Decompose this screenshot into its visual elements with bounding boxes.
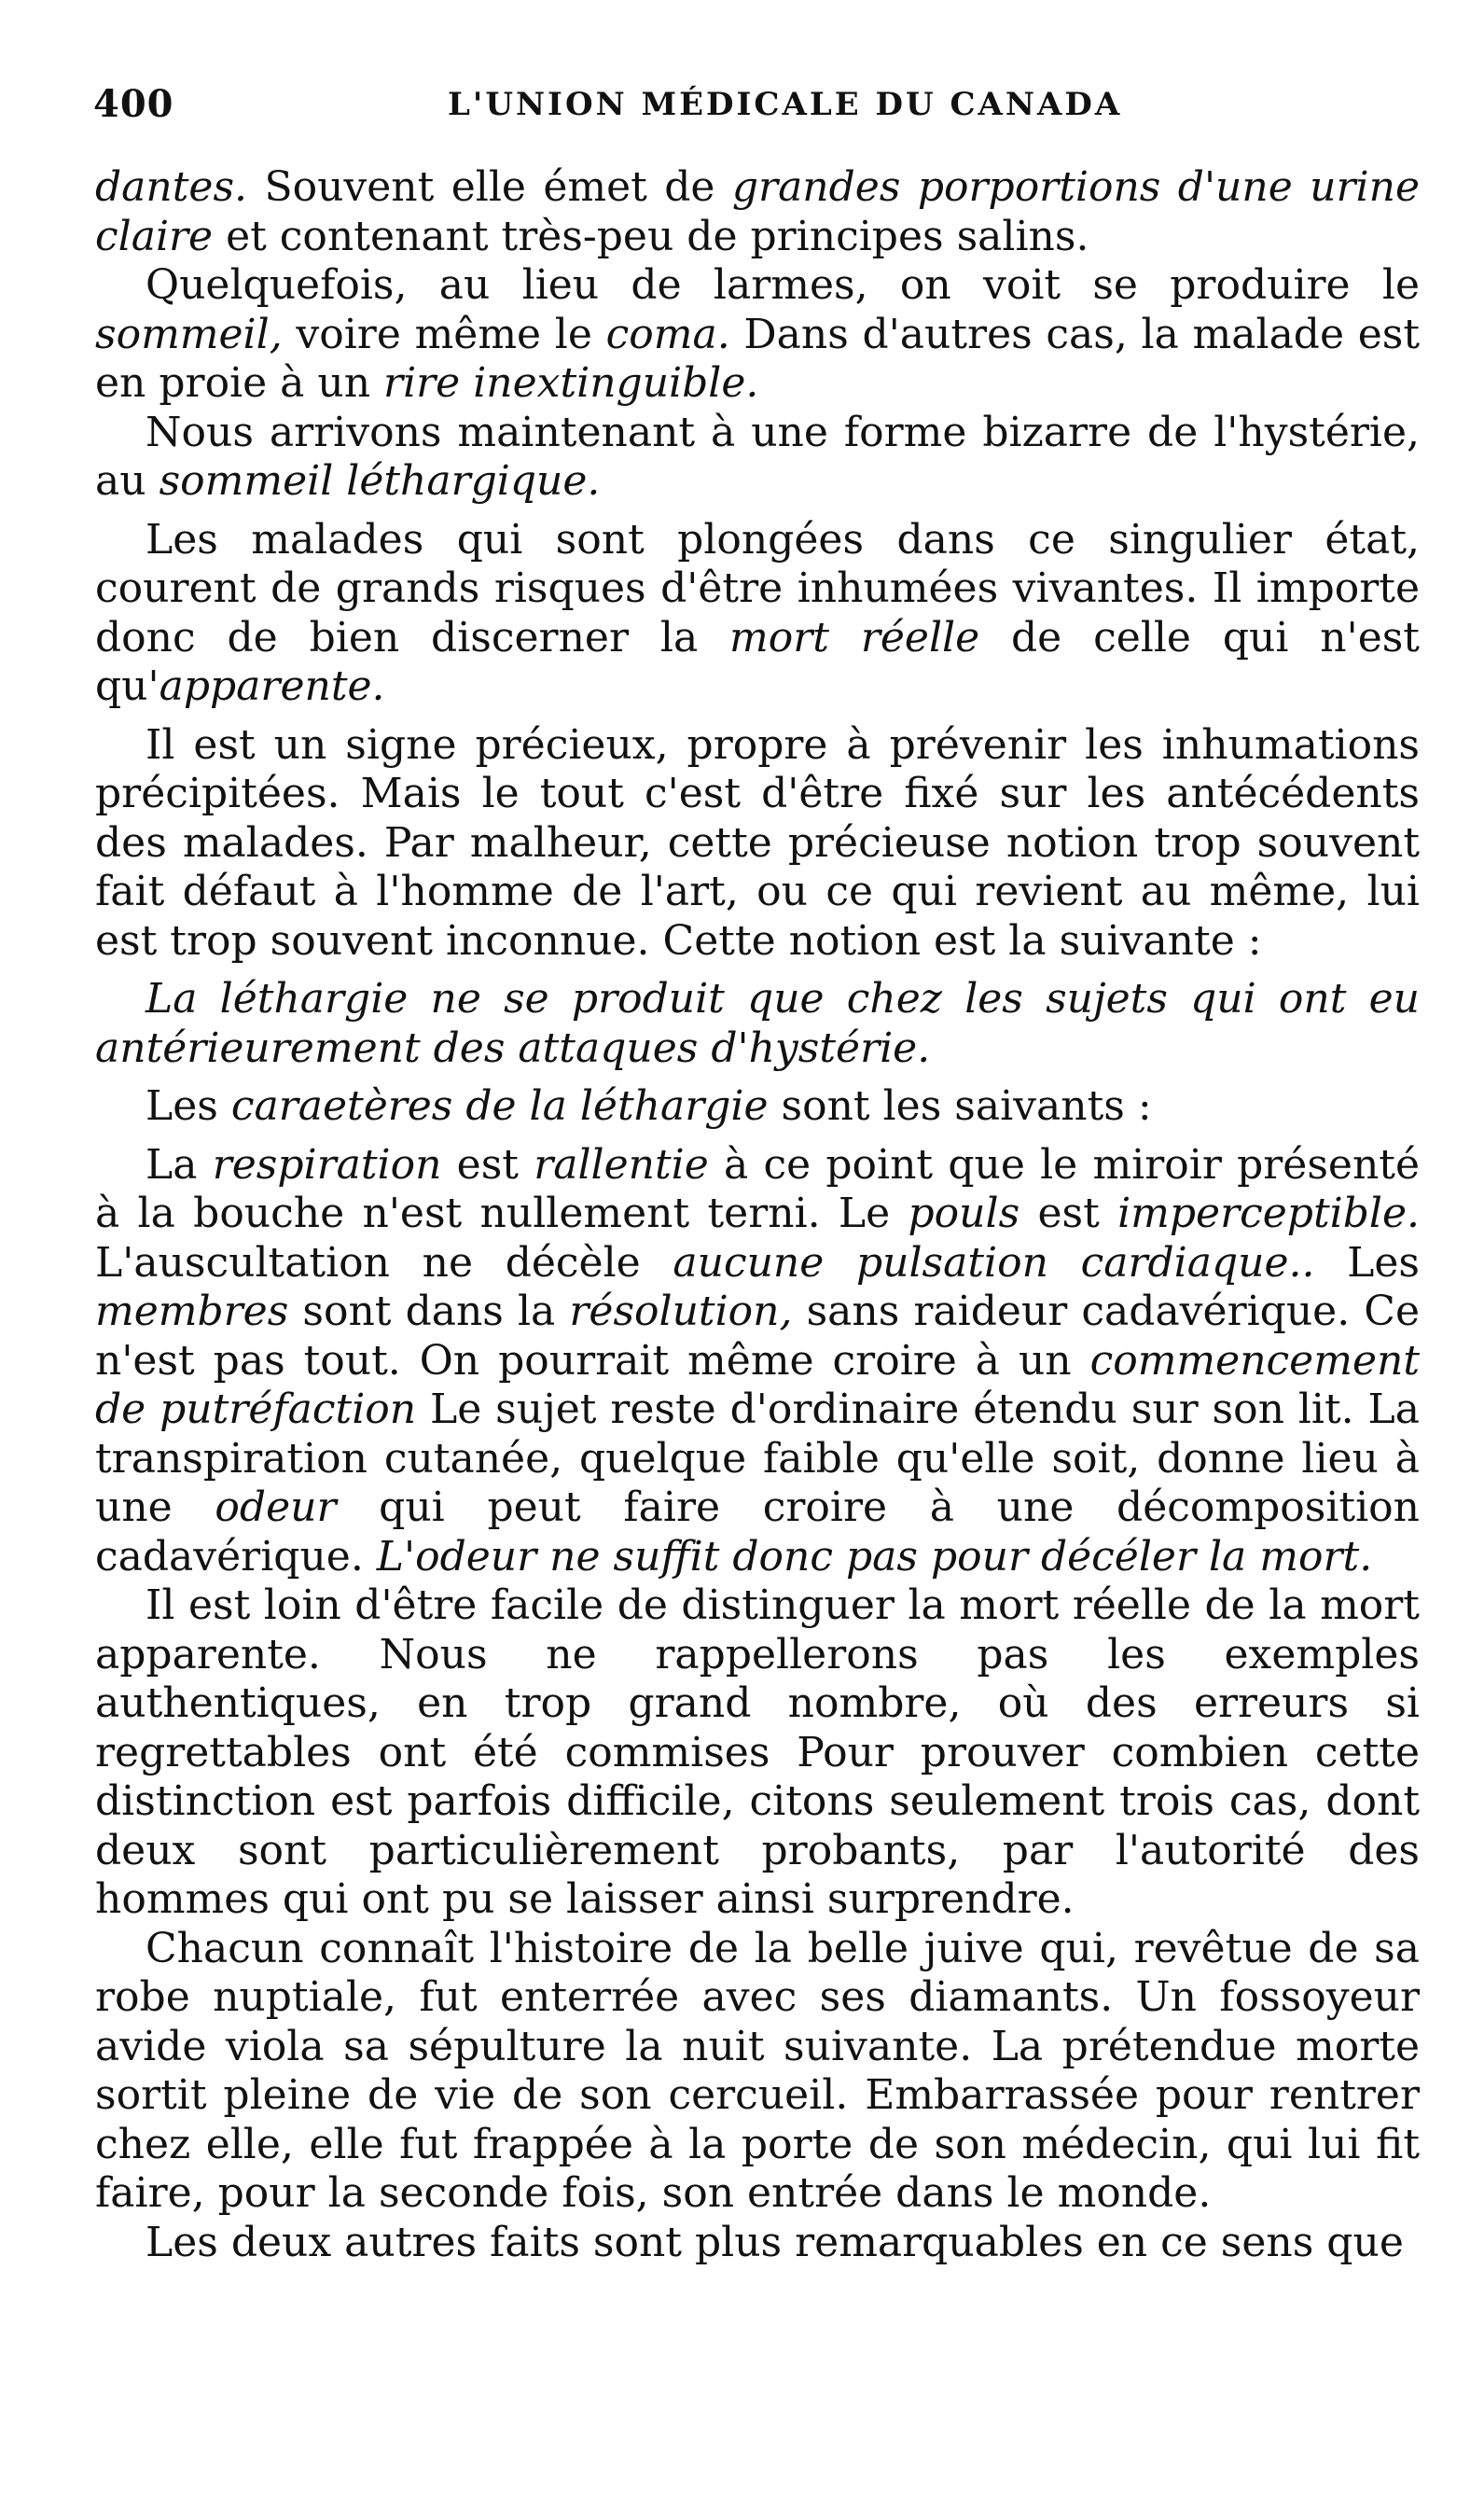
page-number: 400 [93,82,174,126]
italic-run: pouls [908,1190,1020,1237]
text-run: Dans d'autres cas, la malade est en proie à un [95,310,1421,407]
running-title: L'UNION MÉDICALE DU CANADA [448,86,1123,123]
page-header [93,73,1418,138]
italic-run: résolution, [569,1288,793,1335]
italic-run: imperceptible. [1117,1190,1420,1237]
italic-run: grandes porportions d'une urine claire [95,163,1420,260]
text-run: Nous arrivons maintenant à une forme bizarre de l'hystérie, au [95,408,1420,505]
text-run: La [146,1140,213,1189]
italic-run: dantes. [95,163,248,211]
text-run: Il est un signe précieux, propre à prévenir les inhumations précipitées. Mais le tout c'est d'être fixé sur les antécédents des malades. Par malheur, cette précieuse notion trop souvent fait défaut à l'homme de l'art, ou ce qui revient au même, lui est trop souvent inconnue. Cette notion est la suivante : [95,720,1420,965]
text-run: Les malades qui sont plongées dans ce singulier état, courent de grands risques d'être inhumées vivantes. Il importe donc de bien discerner la [95,515,1420,662]
text-run: et contenant très-peu de principes salins. [213,212,1089,260]
paragraph-3 [95,409,1420,507]
text-run: est [1019,1190,1118,1237]
italic-run: coma. [605,310,730,358]
italic-run: rire inextinguible. [383,359,759,407]
italic-run: membres [95,1288,289,1335]
paragraph-5 [95,721,1420,967]
text-run: à ce point que le miroir présenté à la bouche n'est nullement terni. Le [95,1140,1421,1237]
text-run: voire même le [282,310,606,358]
text-run: Les [1314,1238,1420,1287]
text-run: qui peut faire croire à une décomposition cadavérique. [95,1483,1420,1581]
text-run: est [441,1140,534,1189]
italic-run: apparente. [159,662,385,710]
text-run: sans raideur cadavérique. Ce n'est pas tout. On pourrait même croire à un [95,1288,1420,1385]
paragraph-8 [95,1141,1420,1582]
text-run: Le sujet reste d'ordinaire étendu sur son lit. La transpiration cutanée, quelque faible qu'elle soit, donne lieu à une [95,1386,1420,1531]
paragraph-11 [95,2219,1420,2268]
text-run: sont les saivants : [768,1082,1152,1130]
italic-run: odeur [215,1483,337,1531]
italic-run: sommeil, [95,310,283,358]
italic-run: caraetères de la léthargie [230,1082,769,1130]
text-run: Chacun connaît l'histoire de la belle juive qui, revêtue de sa robe nuptiale, fut enterrée avec ses diamants. Un fossoyeur avide viola sa sépulture la nuit suivante. La prétendue morte sortit pleine de vie de son cercueil. Embarrassée pour rentrer chez elle, elle fut frappée à la porte de son médecin, qui lui fit faire, pour la seconde fois, son entrée dans le monde. [95,1924,1420,2217]
paragraph-9 [95,1581,1420,1925]
italic-run: respiration [212,1140,442,1189]
article-body [95,163,1420,2267]
italic-run: rallentie [534,1140,709,1189]
italic-run: La léthargie ne se produit que chez les sujets qui ont eu antérieurement des attaques d'hystérie. [95,975,1420,1072]
text-run: Il est loin d'être facile de distinguer la mort réelle de la mort apparente. Nous ne rappellerons pas les exemples authentiques, en trop grand nombre, où des erreurs si regrettables ont été commises Pour prouver combien cette distinction est parfois difficile, citons seulement trois cas, dont deux sont particulièrement probants, par l'autorité des hommes qui ont pu se laisser ainsi surprendre. [95,1581,1420,1923]
text-run: Souvent elle émet de [247,163,732,211]
text-run: Les deux autres faits sont plus remarquables en ce sens que [146,2218,1404,2266]
italic-run: sommeil léthargique. [159,457,601,505]
paragraph-4 [95,516,1420,712]
paragraph-10 [95,1925,1420,2219]
italic-run: aucune pulsation cardiaque.. [673,1238,1315,1287]
text-run: sont dans la [288,1288,570,1335]
paragraph-6 [95,975,1420,1073]
paragraph-1 [95,163,1420,261]
paragraph-7 [95,1082,1420,1132]
paragraph-2 [95,261,1420,409]
italic-run: mort réelle [729,613,980,662]
text-run: L'auscultation ne décèle [95,1238,673,1287]
text-run: de celle qui n'est qu' [95,613,1420,710]
text-run: Quelquefois, au lieu de larmes, on voit se produire le [146,261,1420,309]
text-run: Les [146,1082,231,1130]
italic-run: L'odeur ne suffit donc pas pour décéler la mort. [376,1532,1373,1581]
italic-run: commencement de putréfaction [95,1336,1420,1433]
